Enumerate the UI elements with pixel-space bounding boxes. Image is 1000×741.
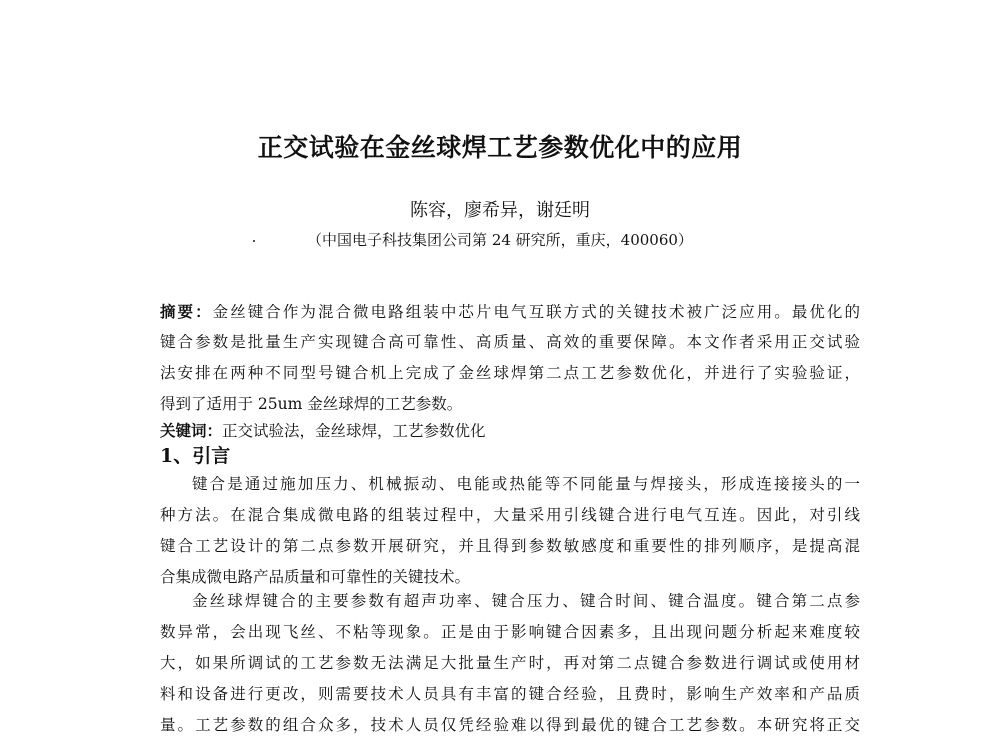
paragraph-line: 种方法。在混合集成微电路的组装过程中，大量采用引线键合进行电气互连。因此，对引线 bbox=[160, 506, 860, 524]
abstract-line: 法安排在两种不同型号键合机上完成了金丝球焊第二点工艺参数优化，并进行了实验验证， bbox=[160, 364, 860, 382]
paragraph-line: 键合是通过施加压力、机械振动、电能或热能等不同能量与焊接头，形成连接接头的一 bbox=[192, 475, 860, 493]
abstract-text: 金丝键合作为混合微电路组装中芯片电气互联方式的关键技术被广泛应用。最优化的 bbox=[212, 303, 860, 321]
keywords-line bbox=[160, 418, 860, 444]
keywords-text: 正交试验法，金丝球焊，工艺参数优化 bbox=[222, 422, 486, 440]
paragraph-line: 合集成微电路产品质量和可靠性的关键技术。 bbox=[160, 568, 471, 586]
abstract-label: 摘要： bbox=[160, 302, 213, 321]
intro-paragraph-1 bbox=[160, 469, 860, 593]
scan-speck bbox=[253, 240, 255, 242]
section-heading-introduction: 1、引言 bbox=[160, 445, 231, 467]
paragraph-line: 大，如果所调试的工艺参数无法满足大批量生产时，再对第二点键合参数进行调试或使用材 bbox=[160, 654, 860, 672]
keywords-label: 关键词： bbox=[160, 421, 223, 440]
abstract-line: 得到了适用于 25um 金丝球焊的工艺参数。 bbox=[160, 395, 463, 413]
paragraph-line: 金丝球焊键合的主要参数有超声功率、键合压力、键合时间、键合温度。键合第二点参 bbox=[192, 592, 860, 610]
paragraph-line: 数异常，会出现飞丝、不粘等现象。正是由于影响键合因素多，且出现问题分析起来难度较 bbox=[160, 623, 860, 641]
intro-paragraph-2 bbox=[160, 586, 860, 741]
author-list: 陈容，廖希异，谢廷明 bbox=[410, 200, 590, 221]
paragraph-line: 键合工艺设计的第二点参数开展研究，并且得到参数敏感度和重要性的排列顺序，是提高混 bbox=[160, 537, 860, 555]
author-affiliation: （中国电子科技集团公司第 24 研究所，重庆，400060） bbox=[307, 231, 693, 249]
abstract-line: 键合参数是批量生产实现键合高可靠性、高质量、高效的重要保障。本文作者采用正交试验 bbox=[160, 333, 860, 351]
paragraph-line: 量。工艺参数的组合众多，技术人员仅凭经验难以得到最优的键合工艺参数。本研究将正交 bbox=[160, 716, 860, 734]
abstract-line bbox=[160, 296, 860, 327]
paper-title: 正交试验在金丝球焊工艺参数优化中的应用 bbox=[257, 133, 743, 162]
paragraph-line: 料和设备进行更改，则需要技术人员具有丰富的键合经验，且费时，影响生产效率和产品质 bbox=[160, 685, 860, 703]
abstract-block bbox=[160, 296, 860, 420]
